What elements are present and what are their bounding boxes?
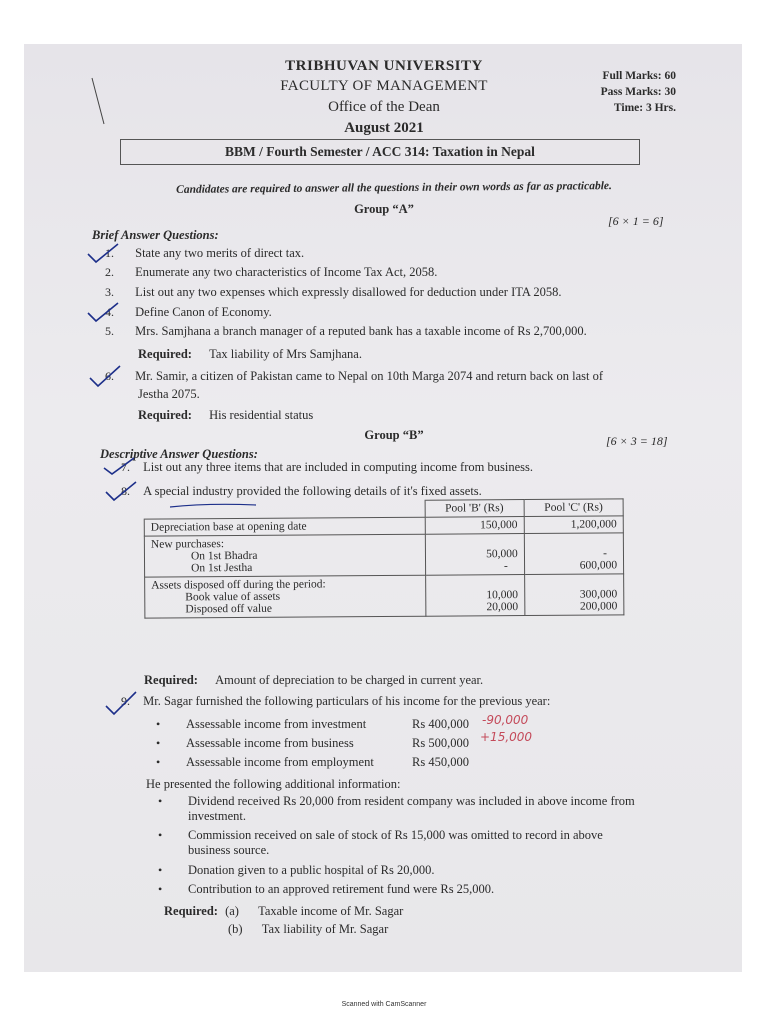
income-value: Rs 450,000 bbox=[412, 755, 469, 769]
question-6 bbox=[100, 369, 603, 384]
question-text: Enumerate any two characteristics of Income Tax Act, 2058. bbox=[135, 265, 438, 279]
university-name: TRIBHUVAN UNIVERSITY bbox=[285, 58, 483, 74]
scanned-exam-paper bbox=[24, 44, 742, 972]
handwritten-tick-icon bbox=[86, 362, 126, 392]
required-label: Required: bbox=[138, 408, 192, 422]
question-number: 7. bbox=[121, 460, 130, 474]
pool-b-value: 10,000 bbox=[486, 589, 519, 602]
row-sublabel: Disposed off value bbox=[185, 602, 273, 616]
row-label-group bbox=[144, 534, 425, 577]
question-5-required bbox=[138, 347, 362, 362]
group-a-title: Group “A” bbox=[354, 202, 414, 216]
handwritten-tick-icon bbox=[84, 240, 124, 270]
required-a-label: (a) bbox=[225, 904, 239, 918]
row-label: New purchases: bbox=[150, 538, 225, 551]
required-a-text: Taxable income of Mr. Sagar bbox=[258, 904, 404, 918]
exam-time: Time: 3 Hrs. bbox=[613, 102, 676, 114]
info-line: • Contribution to an approved retirement fund were Rs 25,000. bbox=[158, 882, 494, 896]
row-label: Depreciation base at opening date bbox=[144, 517, 425, 536]
income-value: Rs 500,000 bbox=[412, 736, 469, 750]
group-b-section: Descriptive Answer Questions: bbox=[100, 447, 258, 461]
info-line: • Commission received on sale of stock of Rs 15,000 was omitted to record in above bbox=[158, 828, 603, 842]
handwritten-tick-icon bbox=[100, 454, 140, 480]
question-number: 6. bbox=[105, 369, 114, 383]
handwritten-tick-icon bbox=[102, 688, 142, 720]
income-value: Rs 400,000 bbox=[412, 717, 469, 731]
pool-b-values bbox=[425, 575, 525, 617]
question-number: 2. bbox=[105, 265, 114, 279]
pool-b-value: 150,000 bbox=[425, 517, 524, 535]
table-row bbox=[145, 574, 624, 618]
question-9 bbox=[116, 694, 550, 709]
required-text: Amount of depreciation to be charged in current year. bbox=[215, 673, 484, 687]
table-header-pool-b: Pool 'B' (Rs) bbox=[425, 500, 524, 518]
info-line: • Dividend received Rs 20,000 from resident company was included in above income from bbox=[158, 794, 635, 808]
group-a-section: Brief Answer Questions: bbox=[92, 228, 219, 242]
question-8-required bbox=[144, 673, 483, 688]
question-6-continued: Jestha 2075. bbox=[138, 387, 200, 401]
question-number: 3. bbox=[105, 285, 114, 299]
handwritten-margin-mark-icon bbox=[88, 74, 108, 134]
question-text: State any two merits of direct tax. bbox=[135, 246, 305, 260]
office-name: Office of the Dean bbox=[328, 99, 440, 115]
table-header-pool-c: Pool 'C' (Rs) bbox=[524, 499, 623, 517]
pool-c-value: 1,200,000 bbox=[524, 516, 623, 534]
pool-c-value: - bbox=[603, 547, 608, 560]
question-text: Mrs. Samjhana a branch manager of a reputed bank has a taxable income of Rs 2,700,000. bbox=[135, 324, 587, 338]
pool-c-value: 600,000 bbox=[579, 559, 618, 572]
question-text: Define Canon of Economy. bbox=[135, 305, 272, 319]
question-text: Mr. Sagar furnished the following particulars of his income for the previous year: bbox=[143, 694, 551, 708]
info-item bbox=[158, 863, 435, 878]
info-line-continued: business source. bbox=[188, 843, 270, 857]
question-text: List out any two expenses which expressly disallowed for deduction under ITA 2058. bbox=[135, 285, 562, 299]
course-title: BBM / Fourth Semester / ACC 314: Taxation in Nepal bbox=[120, 139, 640, 165]
handwritten-underline-icon bbox=[168, 502, 258, 510]
pool-c-values bbox=[524, 533, 624, 575]
full-marks: Full Marks: 60 bbox=[602, 70, 676, 82]
income-label: • Assessable income from employment bbox=[156, 755, 374, 769]
required-text: Tax liability of Mrs Samjhana. bbox=[209, 347, 362, 361]
question-8 bbox=[116, 484, 482, 499]
required-b-label: (b) bbox=[228, 922, 243, 936]
group-a-marks: [6 × 1 = 6] bbox=[608, 214, 664, 228]
pool-b-value: 20,000 bbox=[486, 601, 519, 614]
row-label: Assets disposed off during the period: bbox=[151, 578, 326, 592]
question-4 bbox=[100, 305, 272, 320]
required-label: Required: bbox=[144, 673, 198, 687]
info-item bbox=[158, 828, 603, 858]
scanner-footer: Scanned with CamScanner bbox=[341, 1001, 427, 1008]
question-5 bbox=[100, 324, 587, 339]
question-number: 1. bbox=[105, 246, 114, 260]
question-number: 8. bbox=[121, 484, 130, 498]
required-label: Required: bbox=[164, 904, 218, 918]
question-text: A special industry provided the following details of it's fixed assets. bbox=[143, 484, 482, 498]
exam-date: August 2021 bbox=[344, 120, 424, 136]
info-line: • Donation given to a public hospital of Rs 20,000. bbox=[158, 863, 435, 877]
question-number: 4. bbox=[105, 305, 114, 319]
info-line-continued: investment. bbox=[188, 809, 246, 823]
row-sublabel: On 1st Jestha bbox=[191, 561, 253, 575]
instructions: Candidates are required to answer all the questions in their own words as far as practicable. bbox=[176, 180, 612, 196]
question-6-required bbox=[138, 408, 313, 423]
handwritten-tick-icon bbox=[84, 299, 124, 327]
question-number: 5. bbox=[105, 324, 114, 338]
fixed-assets-table bbox=[144, 498, 625, 618]
pool-b-values bbox=[425, 534, 525, 576]
required-label: Required: bbox=[138, 347, 192, 361]
income-label: • Assessable income from business bbox=[156, 736, 354, 750]
row-sublabel: Book value of assets bbox=[185, 590, 281, 604]
group-b-marks: [6 × 3 = 18] bbox=[606, 434, 668, 448]
question-number: 9. bbox=[121, 694, 130, 708]
additional-info-heading: He presented the following additional information: bbox=[146, 777, 401, 791]
handwritten-note: -90,000 bbox=[482, 713, 529, 727]
income-item bbox=[156, 713, 529, 732]
info-item bbox=[158, 794, 635, 824]
row-sublabel: On 1st Bhadra bbox=[190, 549, 258, 563]
pass-marks: Pass Marks: 30 bbox=[600, 86, 676, 98]
income-item bbox=[156, 730, 533, 751]
question-2 bbox=[100, 265, 437, 280]
row-label-group bbox=[145, 575, 426, 618]
handwritten-tick-icon bbox=[102, 478, 142, 506]
question-1 bbox=[100, 246, 304, 261]
pool-c-value: 200,000 bbox=[579, 600, 618, 613]
question-3 bbox=[100, 285, 561, 300]
pool-c-value: 300,000 bbox=[579, 588, 618, 601]
question-9-required bbox=[164, 904, 403, 919]
question-text: Mr. Samir, a citizen of Pakistan came to Nepal on 10th Marga 2074 and return back on last of bbox=[135, 369, 604, 383]
table-row bbox=[144, 533, 623, 577]
required-b-text: Tax liability of Mr. Sagar bbox=[261, 922, 389, 936]
group-b-title: Group “B” bbox=[364, 428, 424, 442]
pool-c-values bbox=[524, 574, 624, 616]
question-7 bbox=[116, 460, 533, 475]
info-item bbox=[158, 882, 494, 897]
question-text: List out any three items that are included in computing income from business. bbox=[143, 460, 533, 474]
handwritten-note: +15,000 bbox=[480, 730, 533, 744]
question-9-required-b bbox=[228, 922, 388, 937]
income-label: • Assessable income from investment bbox=[156, 717, 366, 731]
faculty-name: FACULTY OF MANAGEMENT bbox=[280, 78, 488, 94]
required-text: His residential status bbox=[209, 408, 314, 422]
pool-b-value: 50,000 bbox=[486, 548, 518, 561]
income-item bbox=[156, 755, 469, 770]
pool-b-value: - bbox=[503, 560, 508, 573]
